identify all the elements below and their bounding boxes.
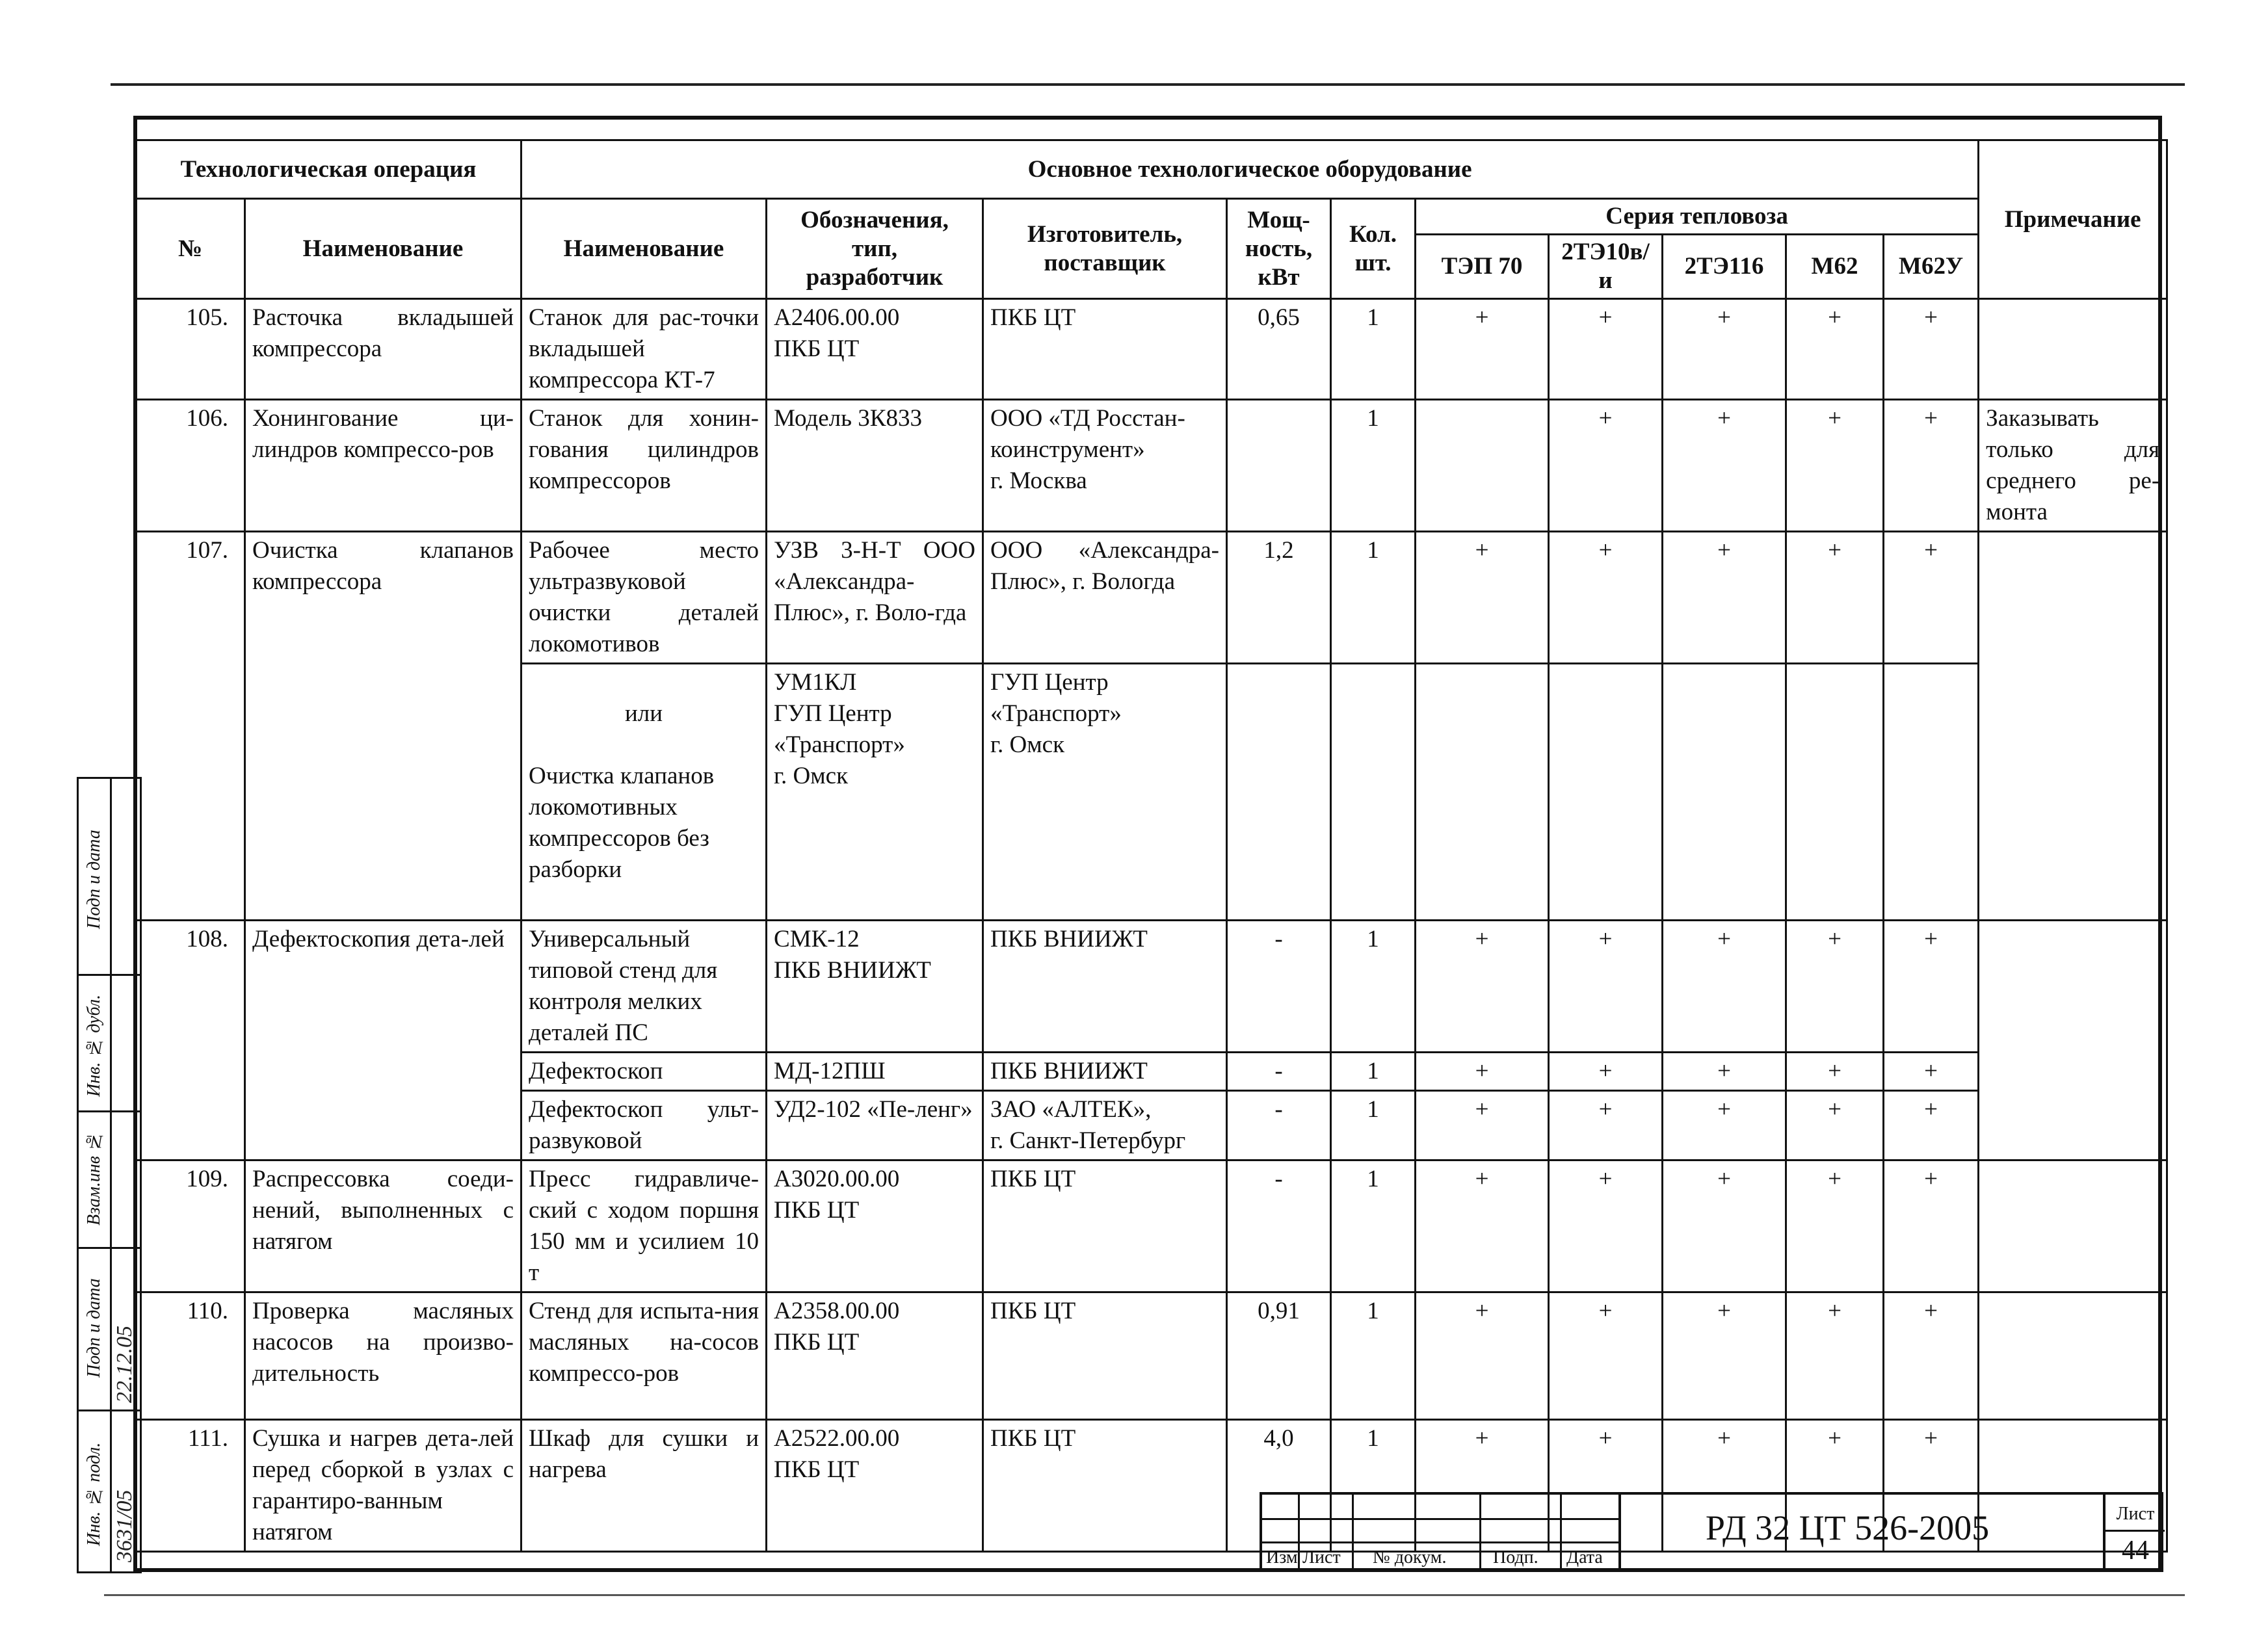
designation: А2406.00.00 ПКБ ЦТ [767,299,983,400]
mark-m62u: + [1884,921,1979,1053]
quantity: 1 [1331,400,1416,532]
maker: ООО «Александра-Плюс», г. Вологда [983,532,1227,664]
power: - [1227,1160,1331,1292]
header-main-equipment: Основное технологическое оборудование [521,140,1979,199]
caption-date: Дата [1566,1547,1603,1567]
header-note: Примечание [1979,140,2167,299]
mark-m62: + [1786,1160,1884,1292]
equipment-table [135,139,2168,1553]
table-row [136,532,2167,664]
caption-doc-number: № докум. [1373,1547,1447,1567]
mark-m62: + [1786,532,1884,664]
mark-m62u: + [1884,400,1979,532]
maker: ГУП Центр «Транспорт» г. Омск [983,664,1227,921]
power: - [1227,1053,1331,1091]
header-tech-operation: Технологическая операция [136,140,521,199]
mark-tep70: + [1416,1053,1549,1091]
mark-2te10: + [1549,921,1663,1053]
designation: А3020.00.00 ПКБ ЦТ [767,1160,983,1292]
designation: УМ1КЛ ГУП Центр «Транспорт» г. Омск [767,664,983,921]
power: - [1227,1091,1331,1160]
quantity: 1 [1331,1160,1416,1292]
mark-m62: + [1786,1091,1884,1160]
header-number: № [136,199,245,299]
mark-m62u: + [1884,1053,1979,1091]
row-number: 107. [136,532,245,921]
mark-2te116: + [1663,1091,1786,1160]
equipment-name: Очистка клапанов локомотивных компрессоров без разборки [529,763,715,883]
operation-name: Расточка вкладышей компрессора [245,299,521,400]
row-number: 105. [136,299,245,400]
mark-m62: + [1786,921,1884,1053]
header-quantity: Кол. шт. [1331,199,1416,299]
designation: УД2-102 «Пе-ленг» [767,1091,983,1160]
mark-2te10: + [1549,1420,1663,1552]
equipment-name: Станок для хонин-гования цилиндров компрессоров [521,400,767,532]
mark-m62: + [1786,299,1884,400]
mark-m62u: + [1884,532,1979,664]
or-label: или [624,700,663,727]
mark-tep70: + [1416,1091,1549,1160]
row-number: 109. [136,1160,245,1292]
mark-tep70: + [1416,1420,1549,1552]
margin-stamp [77,777,142,1573]
stamp-label-dup-inv: Инв. № дубл. [84,994,104,1097]
header-designation: Обозначения, тип, разработчик [767,199,983,299]
power: 4,0 [1227,1420,1331,1552]
mark-2te10: + [1549,400,1663,532]
header-loco-series: Серия тепловоза [1416,199,1979,235]
designation: А2522.00.00 ПКБ ЦТ [767,1420,983,1552]
operation-name: Распрессовка соеди-нений, выполненных с натягом [245,1160,521,1292]
maker: ПКБ ВНИИЖТ [983,921,1227,1053]
quantity: 1 [1331,299,1416,400]
top-rule [111,83,2185,86]
header-operation-name: Наименование [245,199,521,299]
row-number: 110. [136,1292,245,1420]
sheet-caption: Лист [2116,1504,2155,1524]
mark-2te116: + [1663,1420,1786,1552]
mark-2te116: + [1663,299,1786,400]
maker: ЗАО «АЛТЕК», г. Санкт-Петербург [983,1091,1227,1160]
maker: ПКБ ЦТ [983,1160,1227,1292]
maker: ПКБ ВНИИЖТ [983,1053,1227,1091]
note [1979,1292,2167,1420]
equipment-name: Станок для рас-точки вкладышей компрессора КТ-7 [521,299,767,400]
header-power: Мощ- ность, кВт [1227,199,1331,299]
title-block [1260,1492,2163,1572]
mark-m62: + [1786,400,1884,532]
sheet-number: 44 [2122,1536,2149,1566]
table-row [136,1292,2167,1420]
mark-2te10 [1549,664,1663,921]
designation: Модель 3К833 [767,400,983,532]
mark-m62u [1884,664,1979,921]
equipment-name: Дефектоскоп ульт-развуковой [521,1091,767,1160]
equipment-name: Шкаф для сушки и нагрева [521,1420,767,1552]
maker: ПКБ ЦТ [983,1292,1227,1420]
power: - [1227,921,1331,1053]
mark-2te116: + [1663,1292,1786,1420]
mark-2te116 [1663,664,1786,921]
quantity [1331,664,1416,921]
operation-name: Дефектоскопия дета-лей [245,921,521,1160]
operation-name: Сушка и нагрев дета-лей перед сборкой в узлах с гарантиро-ванным натягом [245,1420,521,1552]
mark-m62u: + [1884,299,1979,400]
mark-2te10: + [1549,532,1663,664]
quantity: 1 [1331,1091,1416,1160]
header-loco-tep70: ТЭП 70 [1416,235,1549,299]
designation: УЗВ 3-Н-Т ООО «Александра-Плюс», г. Воло-гда [767,532,983,664]
header-loco-m62u: М62У [1884,235,1979,299]
note [1979,532,2167,921]
mark-m62: + [1786,1292,1884,1420]
header-equipment-name: Наименование [521,199,767,299]
bottom-rule [104,1594,2185,1596]
mark-tep70 [1416,400,1549,532]
quantity: 1 [1331,1292,1416,1420]
mark-tep70: + [1416,921,1549,1053]
mark-tep70: + [1416,1292,1549,1420]
equipment-name: Пресс гидравличе-ский с ходом поршня 150 мм и усилием 10 т [521,1160,767,1292]
mark-2te116: + [1663,1053,1786,1091]
mark-tep70: + [1416,532,1549,664]
table-row [136,1160,2167,1292]
maker: ПКБ ЦТ [983,1420,1227,1552]
mark-tep70: + [1416,1160,1549,1292]
mark-2te10: + [1549,1091,1663,1160]
mark-m62: + [1786,1053,1884,1091]
power [1227,400,1331,532]
mark-2te116: + [1663,400,1786,532]
mark-m62: + [1786,1420,1884,1552]
stamp-label-sign-date-2: Подп и дата [84,1278,104,1378]
note [1979,299,2167,400]
mark-tep70: + [1416,299,1549,400]
stamp-label-orig-inv: Инв. № подл. [84,1442,104,1546]
quantity: 1 [1331,532,1416,664]
header-loco-m62: М62 [1786,235,1884,299]
caption-izm: Изм [1266,1547,1298,1567]
operation-name: Проверка масляных насосов на произво-дительность [245,1292,521,1420]
table-row [136,921,2167,1053]
header-maker: Изготовитель, поставщик [983,199,1227,299]
power [1227,664,1331,921]
mark-2te116: + [1663,1160,1786,1292]
note: Заказывать только для среднего ре-монта [1979,400,2167,532]
designation: А2358.00.00 ПКБ ЦТ [767,1292,983,1420]
row-number: 108. [136,921,245,1160]
equipment-name: Дефектоскоп [521,1053,767,1091]
row-number: 111. [136,1420,245,1552]
mark-m62u: + [1884,1091,1979,1160]
mark-m62u: + [1884,1160,1979,1292]
power: 1,2 [1227,532,1331,664]
power: 0,91 [1227,1292,1331,1420]
mark-2te10: + [1549,299,1663,400]
designation: МД-12ПШ [767,1053,983,1091]
stamp-label-replace-inv: Взам.инв № [84,1131,104,1226]
equipment-name-alt [521,664,767,921]
equipment-name: Рабочее место ультразвуковой очистки деталей локомотивов [521,532,767,664]
quantity: 1 [1331,1053,1416,1091]
note [1979,921,2167,1160]
maker: ПКБ ЦТ [983,299,1227,400]
designation: СМК-12 ПКБ ВНИИЖТ [767,921,983,1053]
stamp-orig-inv-value: 3631/05 [112,1489,137,1562]
header-loco-2te10: 2ТЭ10в/и [1549,235,1663,299]
mark-2te10: + [1549,1160,1663,1292]
table-row [136,299,2167,400]
mark-tep70 [1416,664,1549,921]
caption-list: Лист [1302,1547,1341,1567]
mark-2te10: + [1549,1053,1663,1091]
table-row [136,400,2167,532]
stamp-label-sign-date: Подп и дата [84,830,104,930]
mark-m62u: + [1884,1420,1979,1552]
header-loco-2te116: 2ТЭ116 [1663,235,1786,299]
caption-signature: Подп. [1493,1547,1538,1567]
document-code: РД 32 ЦТ 526-2005 [1705,1508,1990,1547]
mark-m62 [1786,664,1884,921]
maker: ООО «ТД Росстан-коинструмент» г. Москва [983,400,1227,532]
mark-2te116: + [1663,532,1786,664]
operation-name: Хонингование ци-линдров компрессо-ров [245,400,521,532]
mark-m62u: + [1884,1292,1979,1420]
equipment-name: Универсальный типовой стенд для контроля мелких деталей ПС [521,921,767,1053]
note [1979,1160,2167,1292]
equipment-name: Стенд для испыта-ния масляных на-сосов компрессо-ров [521,1292,767,1420]
row-number: 106. [136,400,245,532]
quantity: 1 [1331,921,1416,1053]
quantity: 1 [1331,1420,1416,1552]
stamp-sign-date-value: 22.12.05 [112,1326,137,1403]
operation-name: Очистка клапанов компрессора [245,532,521,921]
mark-2te10: + [1549,1292,1663,1420]
mark-2te116: + [1663,921,1786,1053]
power: 0,65 [1227,299,1331,400]
